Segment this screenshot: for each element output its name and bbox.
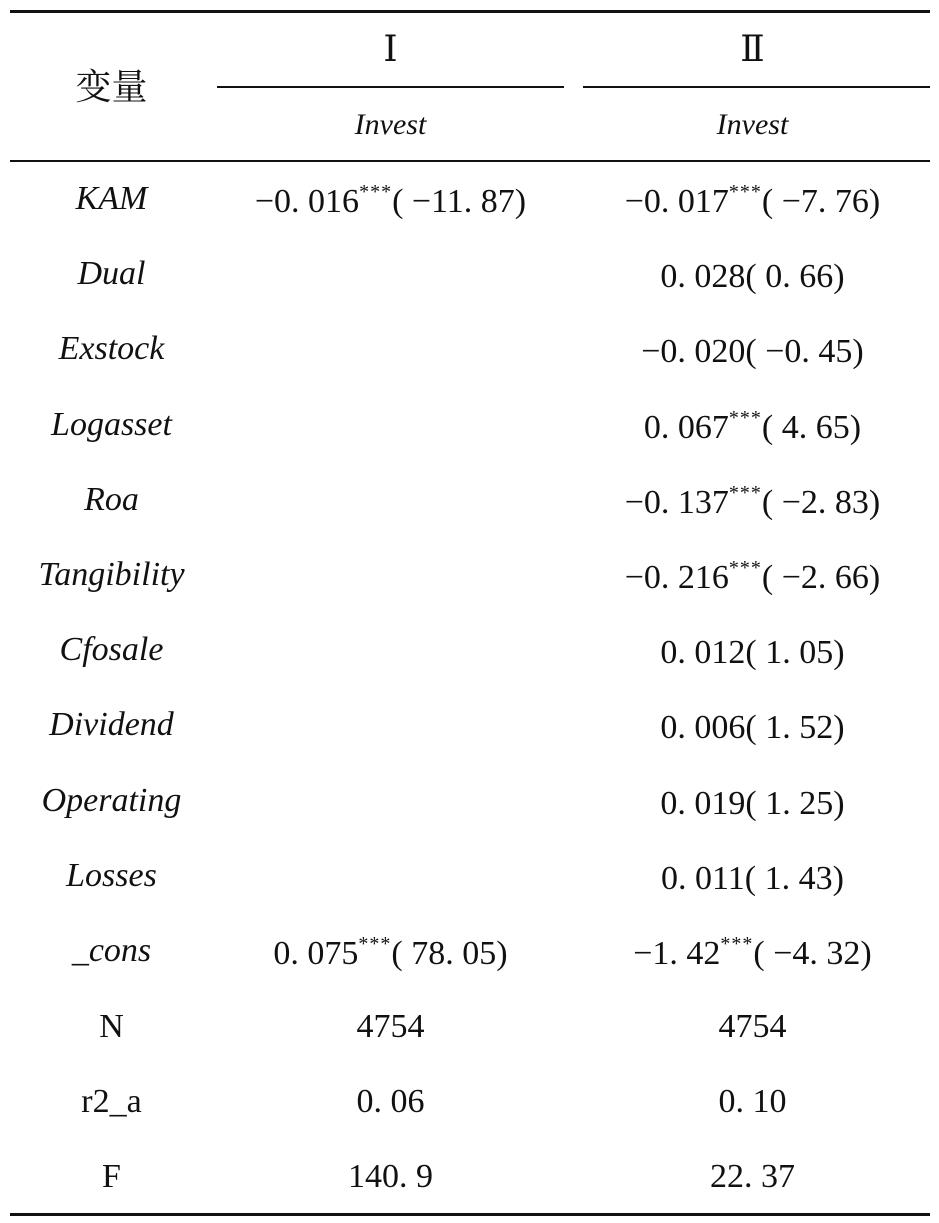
row-m2-estimate bbox=[575, 332, 930, 369]
t-statistic: ( 4. 65) bbox=[761, 408, 862, 446]
row-variable-name: Logasset bbox=[51, 405, 172, 443]
coefficient-value: 0. 011 bbox=[661, 859, 745, 897]
t-statistic: ( 1. 43) bbox=[744, 859, 844, 897]
coefficient-value: 0. 019 bbox=[660, 784, 746, 822]
t-statistic: ( 1. 25) bbox=[745, 784, 845, 822]
significance-stars: *** bbox=[358, 933, 392, 955]
significance-stars: *** bbox=[728, 406, 762, 429]
coefficient-value: −1. 42 bbox=[633, 935, 721, 972]
model1-underline bbox=[217, 86, 564, 88]
stat-name: r2_a bbox=[81, 1083, 142, 1120]
stat-m1-value: 4754 bbox=[356, 1008, 425, 1045]
row-m2-estimate bbox=[575, 708, 930, 745]
row-m2-estimate bbox=[575, 784, 930, 821]
header-variable-label: 变量 bbox=[75, 67, 148, 108]
stat-m2-value: 0. 10 bbox=[718, 1083, 787, 1120]
header-bottom-rule bbox=[10, 160, 930, 162]
row-variable-name: _cons bbox=[71, 932, 152, 969]
significance-stars: *** bbox=[728, 481, 762, 504]
stat-name: N bbox=[99, 1008, 124, 1045]
row-variable-name: Roa bbox=[84, 480, 139, 518]
stat-m2-value: 22. 37 bbox=[710, 1158, 795, 1195]
table-top-rule bbox=[10, 10, 930, 13]
stat-m2-value: 4754 bbox=[718, 1008, 787, 1045]
row-m2-estimate bbox=[575, 182, 930, 219]
row-m1-estimate bbox=[217, 934, 564, 971]
header-dependent-1: Invest bbox=[354, 108, 427, 141]
coefficient-value: −0. 216 bbox=[624, 559, 729, 596]
significance-stars: *** bbox=[359, 181, 393, 203]
stat-m1-value: 140. 9 bbox=[348, 1158, 433, 1195]
coefficient-value: 0. 067 bbox=[643, 408, 729, 446]
t-statistic: ( 78. 05) bbox=[391, 935, 508, 972]
table-bottom-rule bbox=[10, 1213, 930, 1216]
t-statistic: ( 1. 05) bbox=[745, 634, 845, 672]
row-m2-estimate bbox=[575, 934, 930, 971]
t-statistic: ( −0. 45) bbox=[745, 333, 864, 371]
coefficient-value: −0. 017 bbox=[624, 183, 729, 220]
row-variable-name: Dual bbox=[77, 255, 146, 293]
coefficient-value: 0. 075 bbox=[273, 935, 359, 972]
t-statistic: ( −2. 66) bbox=[761, 559, 881, 596]
t-statistic: ( −2. 83) bbox=[761, 483, 881, 521]
stat-name: F bbox=[102, 1158, 121, 1195]
row-m2-estimate bbox=[575, 558, 930, 595]
coefficient-value: −0. 020 bbox=[641, 333, 746, 371]
coefficient-value: 0. 012 bbox=[660, 634, 746, 672]
header-model-1: Ⅰ bbox=[383, 29, 398, 70]
row-variable-name: Dividend bbox=[49, 706, 174, 744]
row-variable-name: Cfosale bbox=[59, 631, 164, 669]
significance-stars: *** bbox=[728, 181, 762, 203]
row-m1-estimate bbox=[217, 182, 564, 219]
header-model-2: Ⅱ bbox=[740, 29, 765, 70]
significance-stars: *** bbox=[720, 933, 754, 955]
coefficient-value: −0. 137 bbox=[624, 483, 729, 521]
row-m2-estimate bbox=[575, 408, 930, 445]
t-statistic: ( −4. 32) bbox=[753, 935, 872, 972]
row-variable-name: Operating bbox=[41, 781, 182, 819]
stat-m1-value: 0. 06 bbox=[356, 1083, 425, 1120]
row-m2-estimate bbox=[575, 257, 930, 294]
row-m2-estimate bbox=[575, 483, 930, 520]
row-variable-name: Exstock bbox=[58, 330, 165, 368]
significance-stars: *** bbox=[728, 557, 762, 579]
row-variable-name: Tangibility bbox=[38, 556, 185, 593]
row-variable-name: Losses bbox=[66, 856, 157, 894]
coefficient-value: −0. 016 bbox=[254, 183, 360, 220]
header-dependent-2: Invest bbox=[716, 108, 789, 141]
coefficient-value: 0. 006 bbox=[660, 709, 746, 747]
t-statistic: ( 1. 52) bbox=[745, 709, 845, 747]
coefficient-value: 0. 028 bbox=[660, 258, 746, 296]
row-variable-name: KAM bbox=[75, 180, 148, 217]
t-statistic: ( −11. 87) bbox=[392, 183, 527, 220]
row-m2-estimate bbox=[575, 859, 930, 896]
t-statistic: ( −7. 76) bbox=[761, 183, 881, 220]
t-statistic: ( 0. 66) bbox=[745, 258, 845, 296]
row-m2-estimate bbox=[575, 633, 930, 670]
model2-underline bbox=[583, 86, 930, 88]
